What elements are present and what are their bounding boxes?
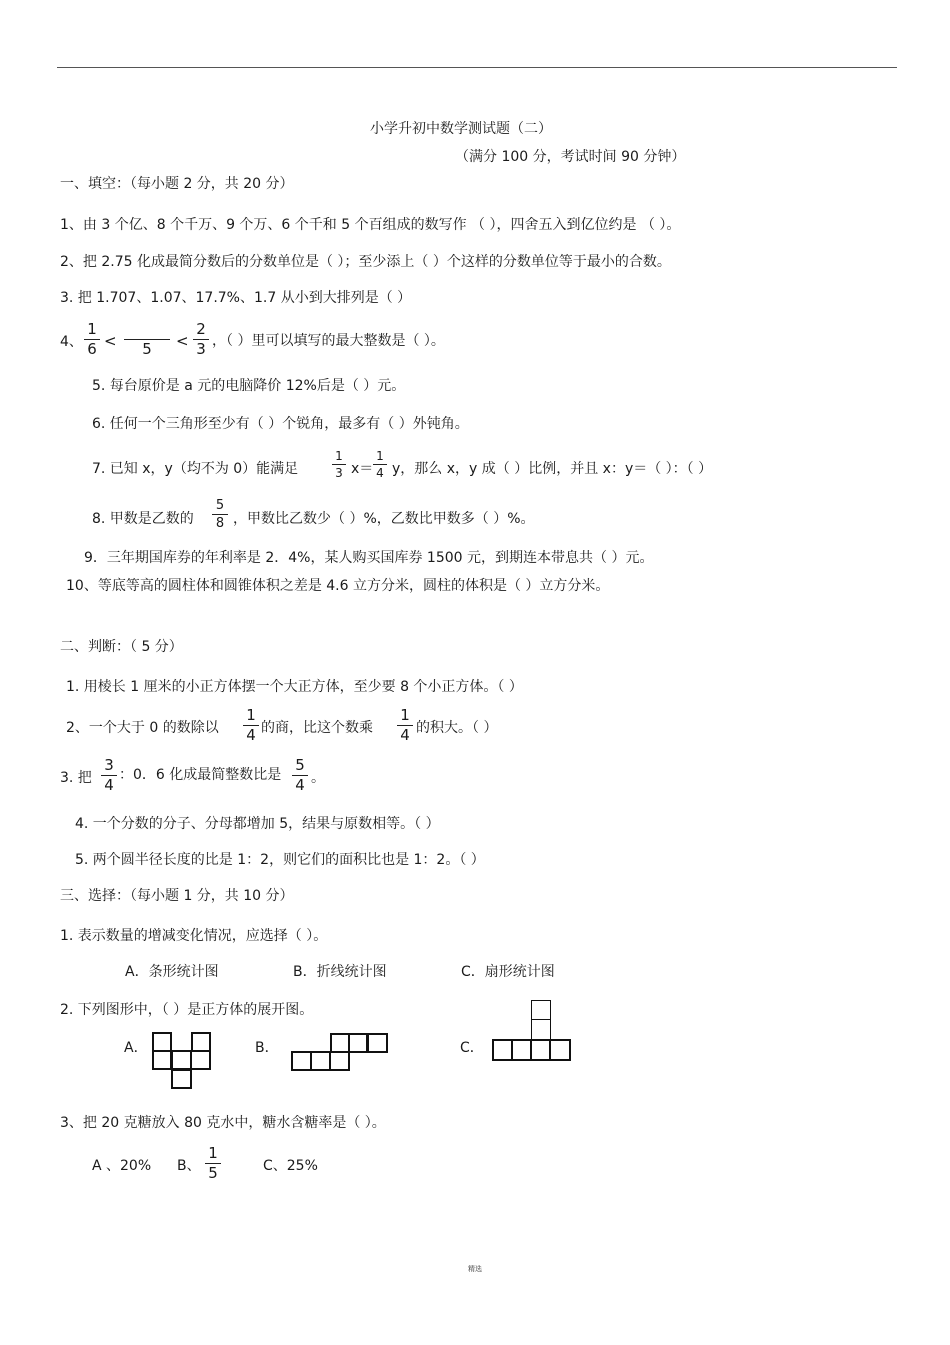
s2-q3-suffix: 。 [311, 770, 325, 786]
s3-question-2: 2. 下列图形中，（ ）是正方体的展开图。 [60, 1002, 314, 1018]
s3-q1-option-b: B．折线统计图 [293, 964, 387, 980]
s1-q4-prefix: 4、 [60, 334, 83, 350]
s3-q1-option-c: C．扇形统计图 [461, 964, 555, 980]
s3-q3-option-a: A 、20% [92, 1158, 152, 1174]
s1-question-9: 9．三年期国库券的年利率是 2．4%，某人购买国库券 1500 元，到期连本带息共（ ）元。 [84, 550, 654, 566]
s1-q4-blank-fraction [124, 322, 170, 357]
s1-question-3: 3. 把 1.707、1.07、17.7%、1.7 从小到大排列是（ ） [60, 290, 412, 306]
s1-q7-suffix: y，那么 x，y 成（ ）比例，并且 x：y＝（ ）：（ ） [392, 461, 713, 477]
s3-question-1: 1. 表示数量的增减变化情况，应选择（ ）。 [60, 928, 328, 944]
s1-question-2: 2、把 2.75 化成最简分数后的分数单位是（ ）；至少添上（ ）个这样的分数单位等于最小的合数。 [60, 254, 671, 270]
denominator: 5 [208, 1164, 218, 1182]
numerator: 5 [295, 756, 305, 774]
section-1-heading: 一、填空：（每小题 2 分，共 20 分） [60, 176, 294, 192]
s3-q3-option-c: C、25% [263, 1158, 318, 1174]
s2-q2-fraction-2 [397, 708, 413, 743]
s2-q3-prefix: 3. 把 [60, 770, 92, 786]
s1-q4-less-than-2: < [176, 332, 189, 350]
s1-q8-suffix: ，甲数比乙数少（ ）%，乙数比甲数多（ ）%。 [233, 511, 535, 527]
s2-question-5: 5. 两个圆半径长度的比是 1：2，则它们的面积比也是 1：2。（ ） [75, 852, 485, 868]
section-2-heading: 二、判断：（ 5 分） [60, 639, 183, 655]
numerator: 1 [246, 706, 256, 724]
s1-question-1: 1、由 3 个亿、8 个千万、9 个万、6 个千和 5 个百组成的数写作 （ ），四舍五入到亿位约是 （ ）。 [60, 217, 681, 233]
denominator: 4 [376, 466, 384, 480]
s3-q3-option-b: B、 [177, 1158, 201, 1174]
denominator: 3 [335, 466, 343, 480]
s1-q8-prefix: 8. 甲数是乙数的 [92, 511, 194, 527]
s1-q7-fraction-1 [332, 450, 346, 479]
numerator: 1 [335, 449, 343, 463]
s1-q4-less-than-1: < [104, 332, 117, 350]
denominator: 8 [215, 516, 225, 531]
s3-q3-option-b-fraction [205, 1146, 221, 1181]
numerator: 1 [87, 320, 97, 338]
s3-q2-label-c: C． [460, 1040, 484, 1056]
s1-q4-suffix: ，（ ）里可以填写的最大整数是（ ）。 [212, 333, 445, 349]
denominator: 4 [104, 776, 114, 794]
page-footer: 精选 [468, 1265, 482, 1273]
top-rule [57, 67, 897, 68]
denominator: 3 [196, 340, 206, 358]
section-3-heading: 三、选择：（每小题 1 分，共 10 分） [60, 888, 294, 904]
numerator: 3 [104, 756, 114, 774]
s1-q7-prefix: 7. 已知 x，y（均不为 0）能满足 [92, 461, 299, 477]
s3-q2-label-a: A． [124, 1040, 148, 1056]
numerator: 5 [215, 498, 225, 513]
denominator: 5 [142, 340, 152, 358]
s3-question-3: 3、把 20 克糖放入 80 克水中，糖水含糖率是（ ）。 [60, 1115, 386, 1131]
s1-q8-fraction [212, 499, 228, 530]
page-subtitle: （满分 100 分，考试时间 90 分钟） [455, 149, 686, 165]
s1-q4-fraction-1 [84, 322, 100, 357]
denominator: 6 [87, 340, 97, 358]
s2-q2-suffix: 的积大。（ ） [416, 720, 498, 736]
denominator: 4 [400, 726, 410, 744]
s2-q3-fraction-2 [292, 758, 308, 793]
s3-q2-label-b: B． [255, 1040, 279, 1056]
numerator: 1 [208, 1144, 218, 1162]
numerator: 1 [400, 706, 410, 724]
s2-q3-mid: ：0．6 化成最简整数比是 [119, 767, 282, 783]
s2-question-1: 1. 用棱长 1 厘米的小正方体摆一个大正方体，至少要 8 个小正方体。（ ） [66, 679, 523, 695]
denominator: 4 [246, 726, 256, 744]
page-title: 小学升初中数学测试题（二） [370, 121, 552, 137]
s2-question-4: 4. 一个分数的分子、分母都增加 5，结果与原数相等。（ ） [75, 816, 440, 832]
s2-q2-mid: 的商，比这个数乘 [261, 720, 373, 736]
s2-q3-fraction-1 [101, 758, 117, 793]
s1-q7-mid: x＝ [351, 461, 374, 477]
s1-question-5: 5. 每台原价是 a 元的电脑降价 12%后是（ ）元。 [92, 378, 406, 394]
s2-q2-prefix: 2、一个大于 0 的数除以 [66, 720, 219, 736]
s1-q7-fraction-2 [373, 450, 387, 479]
numerator: 2 [196, 320, 206, 338]
s3-q1-option-a: A．条形统计图 [125, 964, 219, 980]
denominator: 4 [295, 776, 305, 794]
s1-question-10: 10、等底等高的圆柱体和圆锥体积之差是 4.6 立方分米，圆柱的体积是（ ）立方分米。 [66, 578, 610, 594]
s1-question-6: 6. 任何一个三角形至少有（ ）个锐角，最多有（ ）外钝角。 [92, 416, 469, 432]
s1-q4-fraction-2 [193, 322, 209, 357]
numerator: 1 [376, 449, 384, 463]
s2-q2-fraction-1 [243, 708, 259, 743]
